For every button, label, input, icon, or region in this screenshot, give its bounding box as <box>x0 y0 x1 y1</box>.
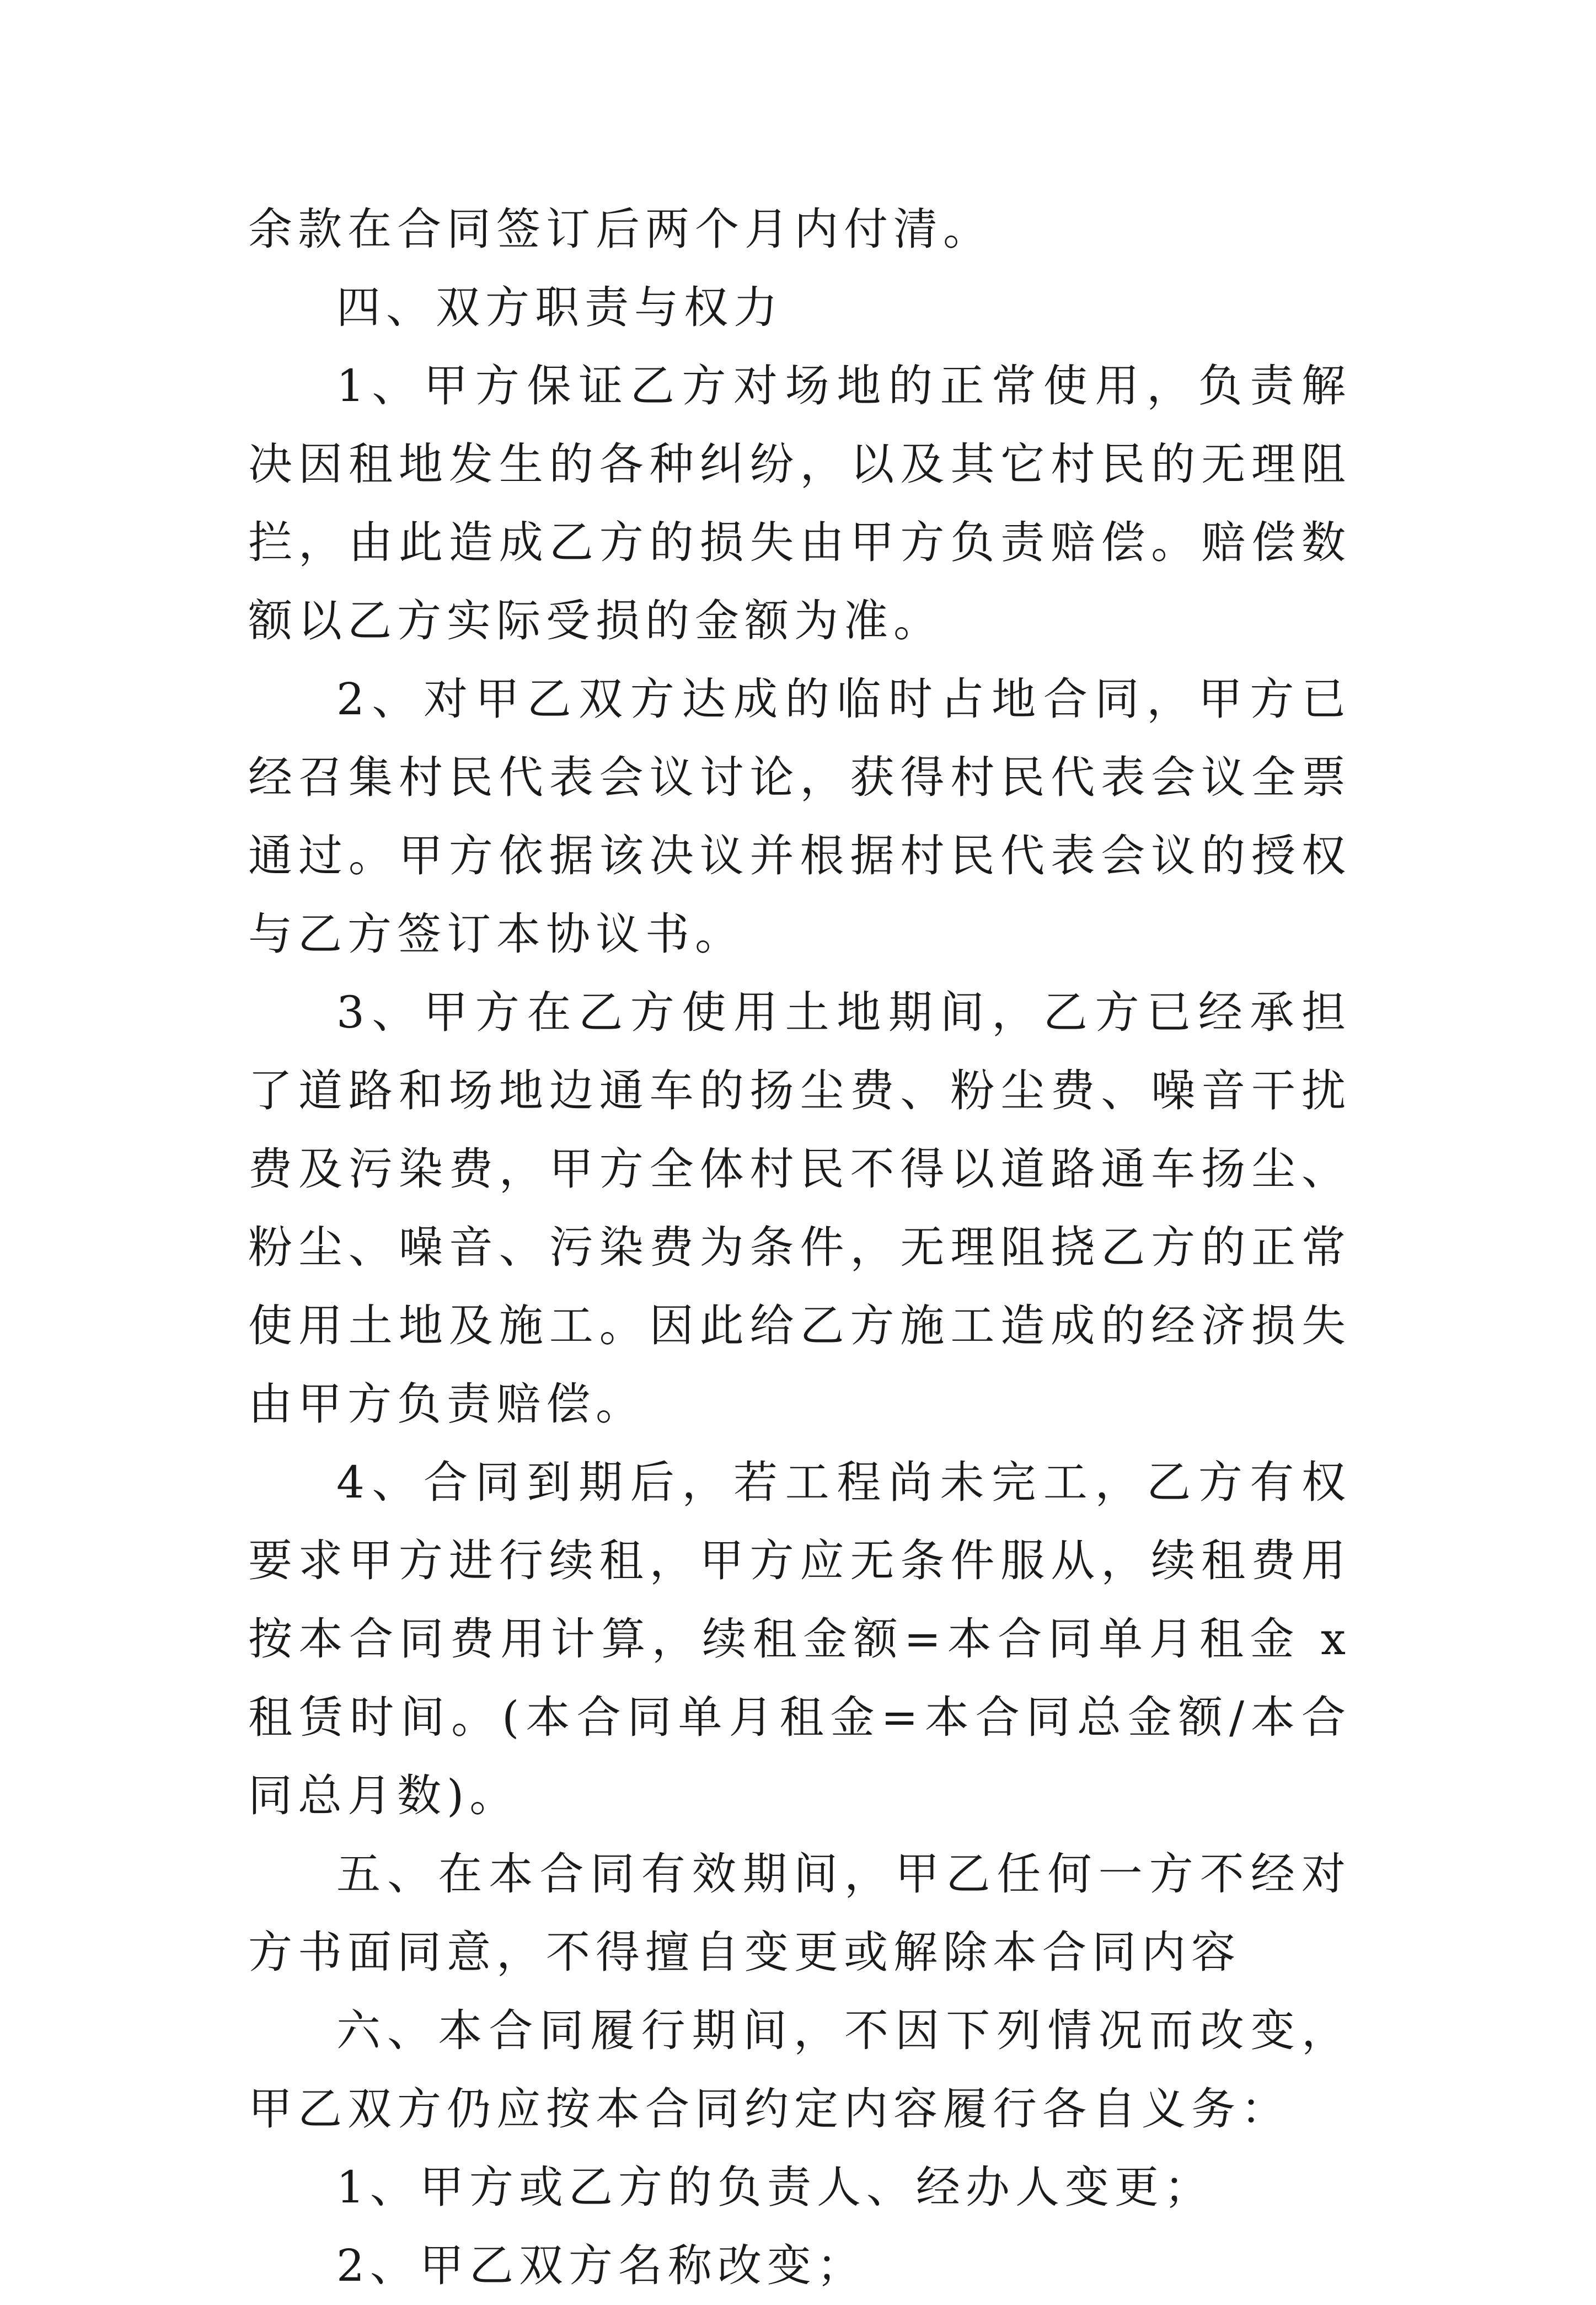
heading-section-four: 四、双方职责与权力 <box>336 282 783 333</box>
paragraph-balance-payment: 余款在合同签订后两个月内付清。 <box>248 204 993 255</box>
heading-section-six: 六、本合同履行期间，不因下列情况而改变，甲乙双方仍应按本合同约定内容履行各自义务： <box>248 2005 1351 2135</box>
heading-section-five: 五、在本合同有效期间，甲乙任何一方不经对方书面同意，不得擅自变更或解除本合同内容 <box>248 1848 1351 1978</box>
clause-4-3: 3、甲方在乙方使用土地期间，乙方已经承担了道路和场地边通车的扬尘费、粉尘费、噪音干扰费及污染费，甲方全体村民不得以道路通车扬尘、粉尘、噪音、污染费为条件，无理阻挠乙方的正常使用土地及施工。因此给乙方施工造成的经济损失由甲方负责赔偿。 <box>248 987 1351 1430</box>
clause-4-2: 2、对甲乙双方达成的临时占地合同，甲方已经召集村民代表会议讨论，获得村民代表会议全票通过。甲方依据该决议并根据村民代表会议的授权与乙方签订本协议书。 <box>248 673 1351 960</box>
clause-4-4: 4、合同到期后，若工程尚未完工，乙方有权要求甲方进行续租，甲方应无条件服从，续租费用按本合同费用计算，续租金额=本合同单月租金 x 租赁时间。(本合同单月租金=本合同总金额/本合同总月数)。 <box>248 1457 1351 1821</box>
clause-6-2: 2、甲乙双方名称改变； <box>336 2240 866 2291</box>
clause-6-1: 1、甲方或乙方的负责人、经办人变更； <box>336 2162 1214 2213</box>
contract-body <box>248 190 1351 2305</box>
clause-4-1: 1、甲方保证乙方对场地的正常使用，负责解决因租地发生的各种纠纷，以及其它村民的无理阻拦，由此造成乙方的损失由甲方负责赔偿。赔偿数额以乙方实际受损的金额为准。 <box>248 360 1351 646</box>
